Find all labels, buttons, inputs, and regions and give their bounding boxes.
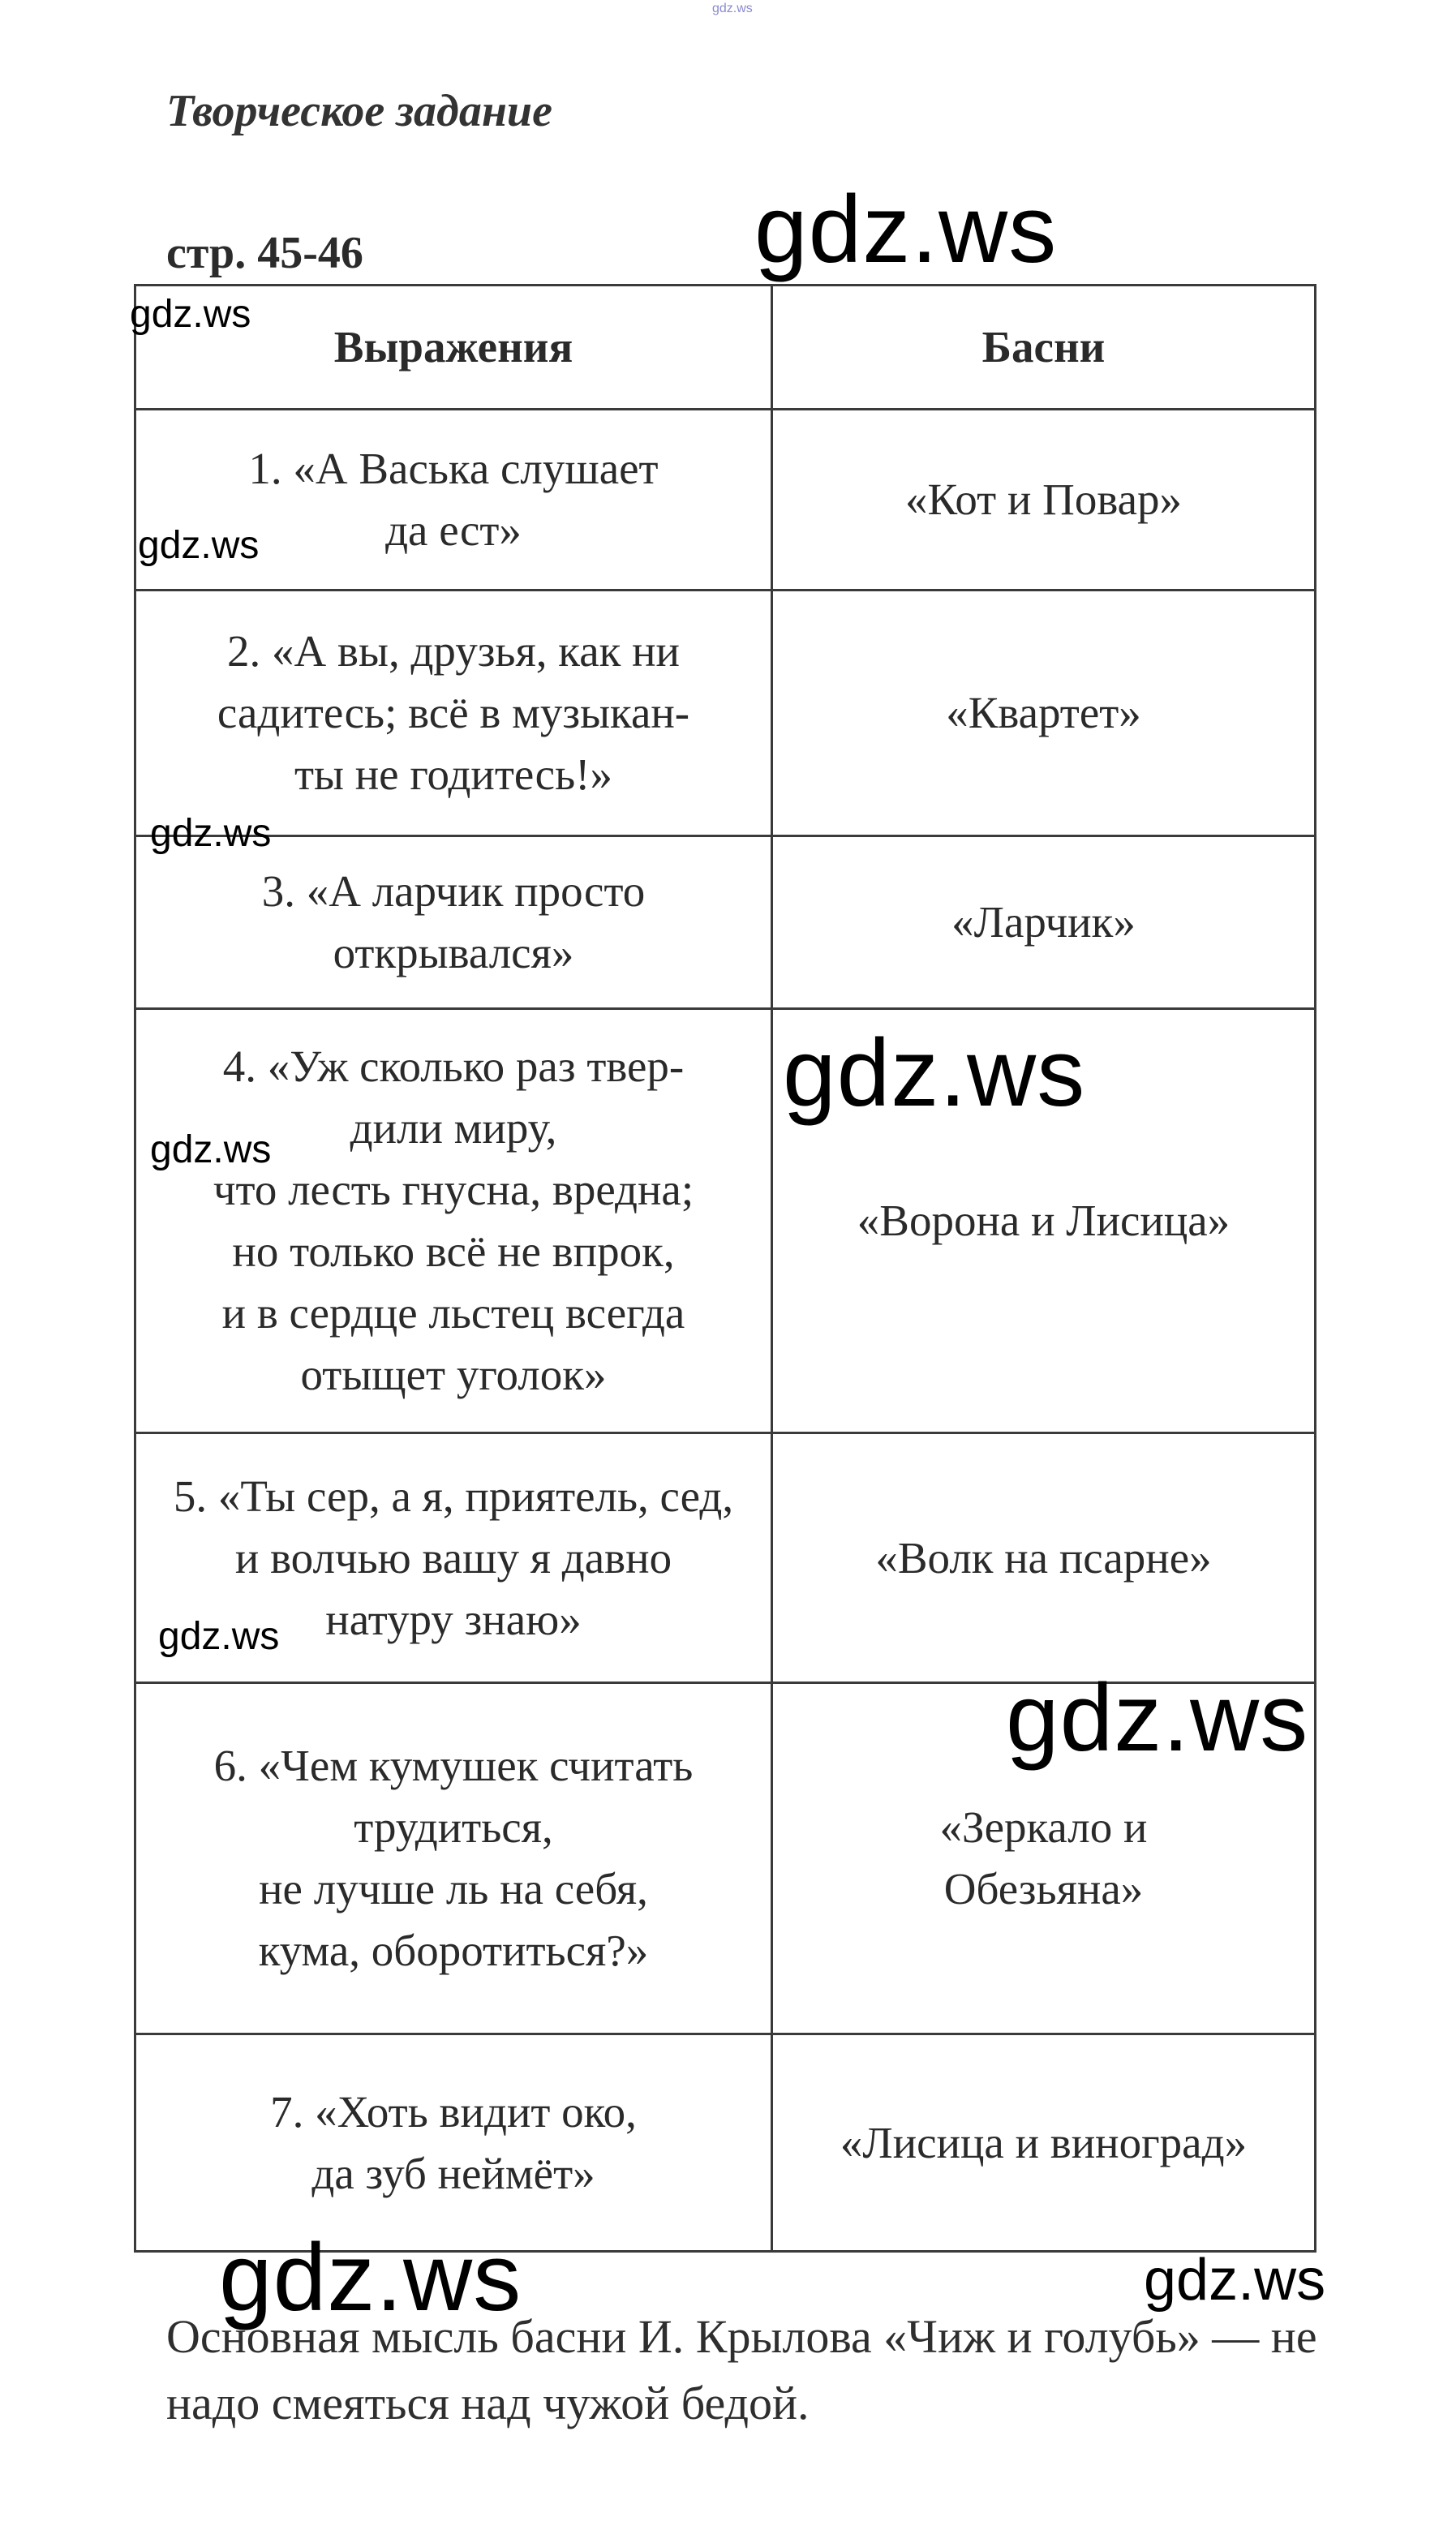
fable-cell: «Ларчик»: [772, 836, 1316, 1009]
watermark: gdz.ws: [158, 1615, 280, 1658]
fables-table: [134, 284, 1316, 2253]
expression-line: и в сердце льстец всегда: [221, 1288, 685, 1338]
expression-line: 3. «А ларчик просто: [261, 866, 646, 916]
table-header-row: [135, 286, 1316, 410]
expression-cell: [135, 2034, 772, 2252]
expression-line: кума, оборотиться?»: [258, 1926, 649, 1975]
table-row: [135, 1433, 1316, 1683]
watermark: gdz.ws: [783, 1020, 1086, 1127]
expression-line: 6. «Чем кумушек считать: [213, 1741, 694, 1790]
fable-cell: «Ворона и Лисица»: [772, 1009, 1316, 1433]
expression-line: трудиться,: [354, 1802, 553, 1852]
watermark: gdz.ws: [1144, 2248, 1326, 2313]
header-expressions: Выражения: [135, 286, 772, 410]
watermark: gdz.ws: [130, 293, 251, 336]
fable-line: «Зеркало и: [939, 1802, 1148, 1852]
expression-line: 2. «А вы, друзья, как ни: [227, 626, 680, 676]
watermark: gdz.ws: [754, 176, 1058, 283]
expression-line: да ест»: [385, 505, 522, 555]
heading: Творческое задание: [166, 86, 552, 136]
expression-cell: [135, 836, 772, 1009]
expression-line: натуру знаю»: [325, 1594, 582, 1644]
expression-line: но только всё не впрок,: [232, 1226, 675, 1276]
expression-line: и волчью вашу я давно: [234, 1532, 672, 1583]
expression-line: 7. «Хоть видит око,: [270, 2086, 637, 2137]
table-row: [135, 410, 1316, 591]
table-row: [135, 1009, 1316, 1433]
top-watermark: gdz.ws: [712, 2, 753, 15]
watermark: gdz.ws: [150, 812, 272, 855]
expression-cell: [135, 1683, 772, 2034]
expression-line: отыщет уголок»: [300, 1350, 607, 1399]
table-row: [135, 2034, 1316, 2252]
table-row: [135, 836, 1316, 1009]
fable-cell: «Волк на псарне»: [772, 1433, 1316, 1683]
fable-cell: «Квартет»: [772, 591, 1316, 836]
watermark: gdz.ws: [138, 524, 260, 567]
expression-line: садитесь; всё в музыкан-: [217, 688, 690, 737]
table-row: [135, 591, 1316, 836]
fable-line: Обезьяна»: [943, 1864, 1144, 1913]
fable-cell: «Лисица и виноград»: [772, 2034, 1316, 2252]
watermark: gdz.ws: [150, 1128, 272, 1171]
expression-line: да зуб неймёт»: [311, 2148, 595, 2198]
watermark: gdz.ws: [219, 2224, 522, 2331]
conclusion-text: Основная мысль басни И. Крылова «Чиж и голубь» — не надо смеяться над чужой бедой.: [166, 2310, 1317, 2429]
expression-line: не лучше ль на себя,: [259, 1864, 648, 1913]
expression-line: открывался»: [333, 928, 574, 977]
expression-line: дили миру,: [350, 1103, 557, 1153]
header-fables: Басни: [772, 286, 1316, 410]
page-reference: стр. 45-46: [166, 228, 363, 278]
expression-line: 1. «А Васька слушает: [248, 444, 659, 493]
expression-cell: [135, 591, 772, 836]
expression-line: ты не годитесь!»: [294, 749, 612, 799]
expression-cell: [135, 1009, 772, 1433]
fable-cell: «Кот и Повар»: [772, 410, 1316, 591]
expression-line: 4. «Уж сколько раз твер-: [222, 1042, 685, 1091]
expression-line: что лесть гнусна, вредна;: [213, 1165, 694, 1214]
expression-line: 5. «Ты сер, а я, приятель, сед,: [173, 1471, 734, 1521]
watermark: gdz.ws: [1006, 1664, 1309, 1772]
